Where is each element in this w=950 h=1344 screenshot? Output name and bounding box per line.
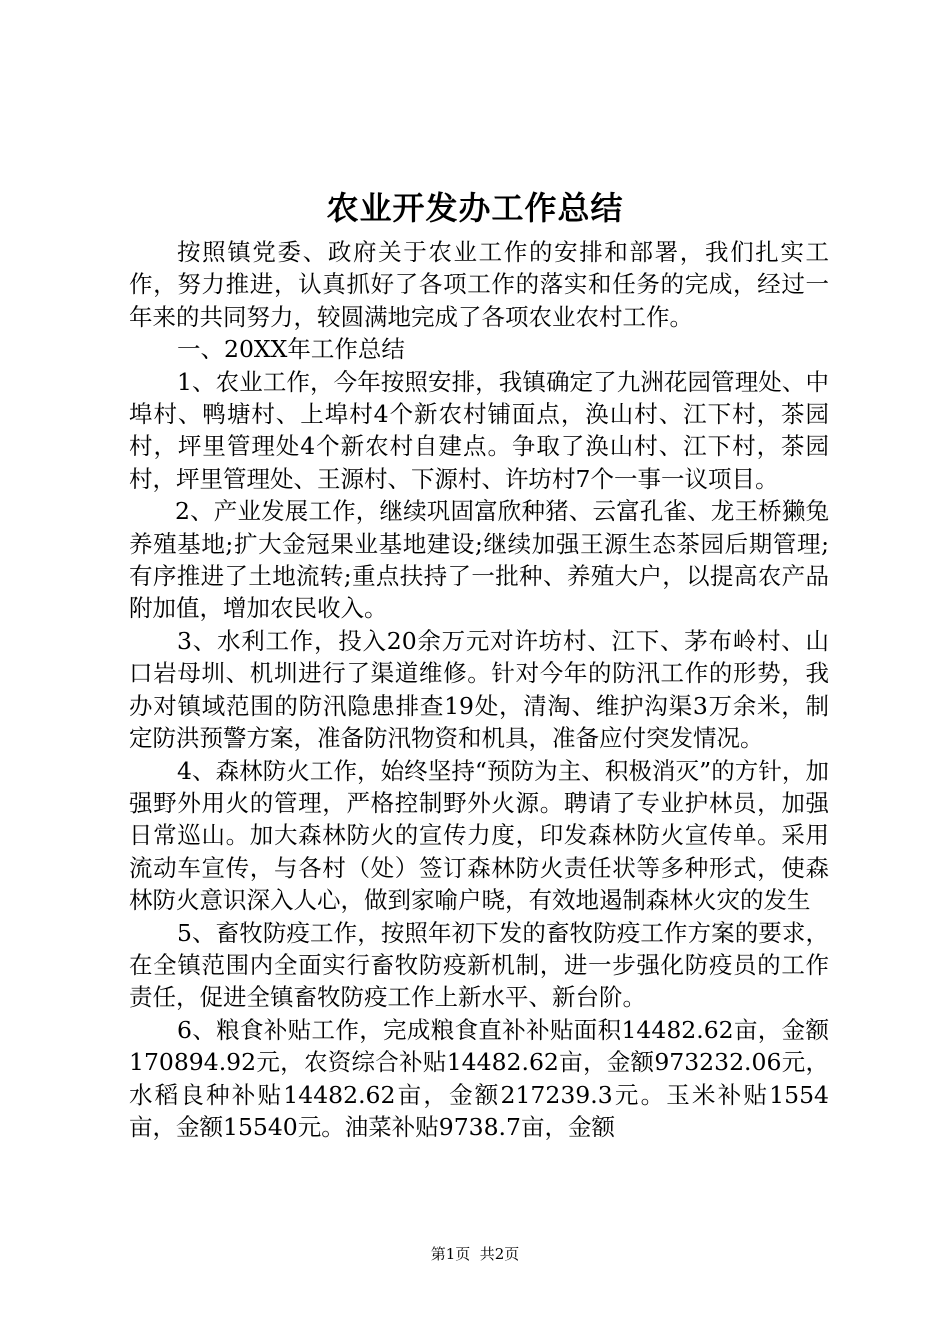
section-heading: 一、20XX年工作总结 [177,335,405,364]
paragraph-item-3: 3、水利工作，投入20余万元对许坊村、江下、茅布岭村、山口岩母圳、机圳进行了渠道维修。针对今年的防汛工作的形势，我办对镇域范围的防汛隐患排查19处，清淘、维护沟渠3万余米，制定防洪预警方案，准备防汛物资和机具，准备应付突发情况。 [129,626,829,753]
paragraph-item-5: 5、畜牧防疫工作，按照年初下发的畜牧防疫工作方案的要求，在全镇范围内全面实行畜牧防疫新机制，进一步强化防疫员的工作责任，促进全镇畜牧防疫工作上新水平、新台阶。 [129,918,829,1012]
document-body [129,236,829,1143]
paragraph-item-1: 1、农业工作，今年按照安排，我镇确定了九洲花园管理处、中埠村、鸭塘村、上埠村4个新农村铺面点，涣山村、江下村，茶园村，坪里管理处4个新农村自建点。争取了涣山村、江下村，茶园村，坪里管理处、王源村、下源村、许坊村7个一事一议项目。 [129,367,829,493]
page-number-label: 第1页 共2页 [430,1245,520,1263]
page-footer [0,1244,950,1264]
document-title: 农业开发办工作总结 [326,189,624,227]
paragraph-intro: 按照镇党委、政府关于农业工作的安排和部署，我们扎实工作，努力推进，认真抓好了各项工作的落实和任务的完成，经过一年来的共同努力，较圆满地完成了各项农业农村工作。 [129,238,829,331]
paragraph-item-6: 6、粮食补贴工作，完成粮食直补补贴面积14482.62亩，金额170894.92元，农资综合补贴14482.62亩，金额973232.06元，水稻良种补贴14482.62亩，金额217239.3元。玉米补贴1554亩，金额15540元。油菜补贴9738.7亩，金额 [129,1015,829,1141]
paragraph-item-2: 2、产业发展工作，继续巩固富欣种猪、云富孔雀、龙王桥獭兔养殖基地;扩大金冠果业基地建设;继续加强王源生态茶园后期管理;有序推进了土地流转;重点扶持了一批种、养殖大户，以提高农产品附加值，增加农民收入。 [129,497,829,623]
paragraph-item-4: 4、森林防火工作，始终坚持“预防为主、积极消灭”的方针，加强野外用火的管理，严格控制野外火源。聘请了专业护林员，加强日常巡山。加大森林防火的宣传力度，印发森林防火宣传单。采用流动车宣传，与各村（处）签订森林防火责任状等多种形式，使森林防火意识深入人心，做到家喻户晓，有效地遏制森林火灾的发生 [129,756,829,915]
